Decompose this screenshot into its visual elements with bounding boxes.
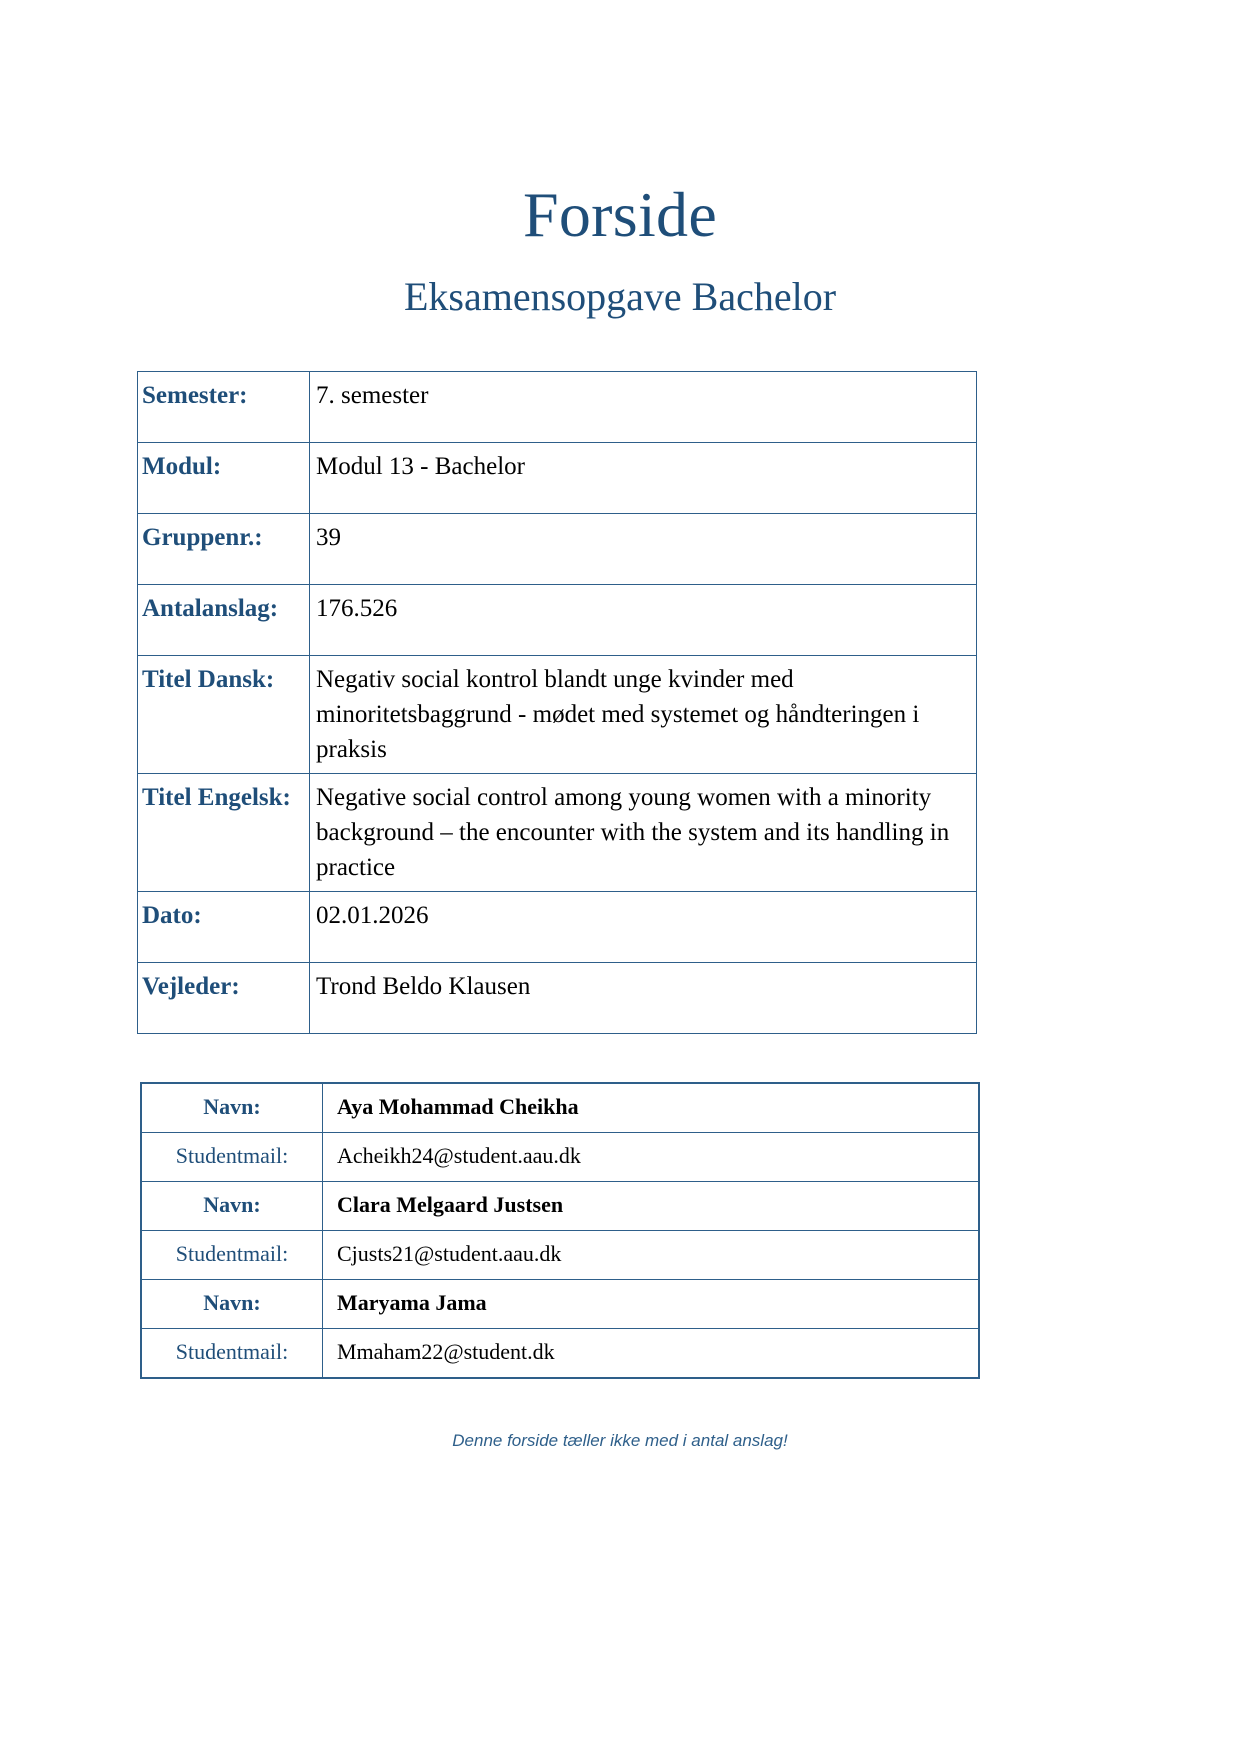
info-label-gruppenr: Gruppenr.: [138, 514, 310, 585]
student-mail-value: Cjusts21@student.aau.dk [323, 1231, 980, 1280]
table-row [141, 1083, 979, 1133]
student-mail-value: Acheikh24@student.aau.dk [323, 1133, 980, 1182]
title-block [0, 0, 1240, 319]
info-label-titel-dansk: Titel Dansk: [138, 656, 310, 774]
table-row [141, 1329, 979, 1379]
page-title: Forside [522, 179, 718, 250]
table-row [138, 892, 977, 963]
footer-note: Denne forside tæller ikke med i antal anslag! [452, 1431, 788, 1450]
table-row [138, 372, 977, 443]
info-value-modul: Modul 13 - Bachelor [310, 443, 977, 514]
table-row [138, 585, 977, 656]
info-label-modul: Modul: [138, 443, 310, 514]
info-label-vejleder: Vejleder: [138, 963, 310, 1034]
table-row [141, 1280, 979, 1329]
table-row [138, 443, 977, 514]
info-value-titel-dansk: Negativ social kontrol blandt unge kvinder med minoritetsbaggrund - mødet med systemet og håndteringen i praksis [310, 656, 977, 774]
student-mail-label: Studentmail: [141, 1231, 323, 1280]
info-label-titel-engelsk: Titel Engelsk: [138, 774, 310, 892]
student-mail-label: Studentmail: [141, 1133, 323, 1182]
info-label-semester: Semester: [138, 372, 310, 443]
table-row [141, 1231, 979, 1280]
student-mail-value: Mmaham22@student.dk [323, 1329, 980, 1379]
student-name-value: Maryama Jama [323, 1280, 980, 1329]
student-name-value: Clara Melgaard Justsen [323, 1182, 980, 1231]
info-value-vejleder: Trond Beldo Klausen [310, 963, 977, 1034]
student-name-label: Navn: [141, 1083, 323, 1133]
info-value-antalanslag: 176.526 [310, 585, 977, 656]
table-row [138, 514, 977, 585]
info-label-dato: Dato: [138, 892, 310, 963]
info-label-antalanslag: Antalanslag: [138, 585, 310, 656]
student-mail-label: Studentmail: [141, 1329, 323, 1379]
info-value-titel-engelsk: Negative social control among young women with a minority background – the encounter with the system and its handling in practice [310, 774, 977, 892]
assignment-info-table [137, 371, 977, 1034]
table-row [138, 963, 977, 1034]
student-name-label: Navn: [141, 1182, 323, 1231]
table-row [141, 1133, 979, 1182]
table-row [138, 774, 977, 892]
page-subtitle: Eksamensopgave Bachelor [403, 274, 837, 319]
student-name-value: Aya Mohammad Cheikha [323, 1083, 980, 1133]
info-value-semester: 7. semester [310, 372, 977, 443]
students-table [140, 1082, 980, 1379]
info-value-gruppenr: 39 [310, 514, 977, 585]
info-value-dato: 02.01.2026 [310, 892, 977, 963]
student-name-label: Navn: [141, 1280, 323, 1329]
table-row [138, 656, 977, 774]
table-row [141, 1182, 979, 1231]
